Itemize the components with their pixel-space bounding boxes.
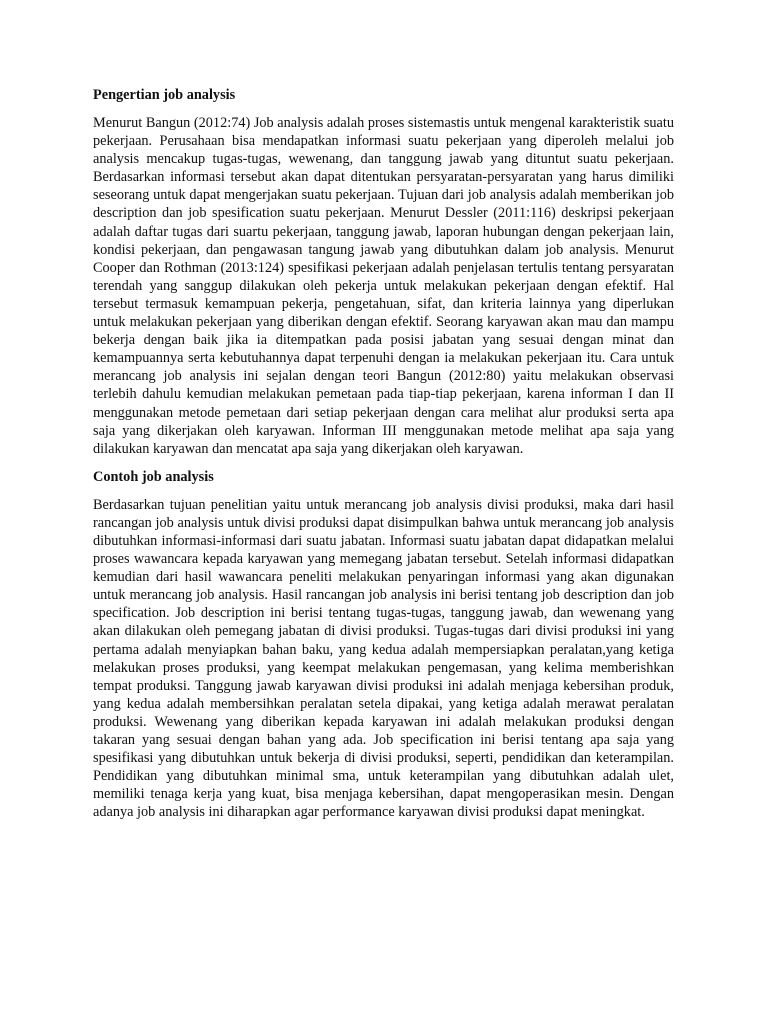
section-heading-pengertian: Pengertian job analysis (93, 87, 236, 103)
document-page (93, 86, 674, 831)
section-heading-contoh: Contoh job analysis (93, 468, 214, 485)
section-paragraph-pengertian: Menurut Bangun (2012:74) Job analysis adalah proses sistemastis untuk mengenal karakteristik suatu pekerjaan. Perusahaan bisa mendapatkan informasi suatu pekerjaan yang diperoleh melalui job analysis mencakup tugas-tugas, wewenang, dan tanggung jawab yang dituntut suatu pekerjaan. Berdasarkan informasi tersebut akan dapat ditentukan persyaratan-persyaratan yang harus dimiliki seseorang untuk dapat mengerjakan suatu pekerjaan. Tujuan dari job analysis adalah memberikan job description dan job spesification suatu pekerjaan. Menurut Dessler (2011:116) deskripsi pekerjaan adalah daftar tugas dari suartu pekerjaan, tanggung jawab, laporan hubungan dengan pekerjaan lain, kondisi pekerjaan, dan pengawasan tangung jawab yang dibutuhkan dalam job analysis. Menurut Cooper dan Rothman (2013:124) spesifikasi pekerjaan adalah penjelasan tertulis tentang persyaratan terendah yang sanggup dilakukan oleh pekerja untuk melakukan pekerjaan dengan efektif. Hal tersebut termasuk kemampuan pekerja, pengetahuan, sifat, dan kriteria lainnya yang diperlukan untuk melakukan pekerjaan yang diberikan dengan efektif. Seorang karyawan akan mau dan mampu bekerja dengan baik jika ia ditempatkan pada posisi jabatan yang sesuai dengan minat dan kemampuannya serta kebutuhannya dapat terpenuhi dengan ia melakukan pekerjaan itu. Cara untuk merancang job analysis ini sejalan dengan teori Bangun (2012:80) yaitu melakukan observasi terlebih dahulu kemudian melakukan pemetaan pada tiap-tiap pekerjaan, karena informan I dan II menggunakan metode pemetaan dari setiap pekerjaan dengan cara melihat alur produksi serta apa saja yang dikerjakan oleh karyawan. Informan III menggunakan metode melihat apa saja yang dilakukan karyawan dan mencatat apa saja yang dikerjakan oleh karyawan. (93, 115, 674, 457)
section-paragraph-contoh: Berdasarkan tujuan penelitian yaitu untuk merancang job analysis divisi produksi, maka dari hasil rancangan job analysis untuk divisi produksi dapat disimpulkan bahwa untuk merancang job analysis dibutuhkan informasi-informasi dari suatu jabatan. Informasi suatu jabatan dapat didapatkan melalui proses wawancara kepada karyawan yang memegang jabatan tersebut. Setelah informasi didapatkan kemudian dari hasil wawancara peneliti melakukan penyaringan informasi yang akan digunakan untuk merancang job analysis. Hasil rancangan job analysis ini berisi tentang job description dan job specification. Job description ini berisi tentang tugas-tugas, tanggung jawab, dan wewenang yang akan dilakukan oleh pemegang jabatan di divisi produksi. Tugas-tugas dari divisi produksi ini yang pertama adalah menyiapkan bahan baku, yang kedua adalah mempersiapkan peralatan,yang ketiga melakukan proses produksi, yang keempat melakukan pengemasan, yang kelima memberishkan tempat produksi. Tanggung jawab karyawan divisi produksi ini adalah menjaga kebersihan produk, yang kedua adalah membersihkan peralatan setela dipakai, yang ketiga adalah merawat peralatan produksi. Wewenang yang diberikan kepada karyawan ini adalah melakukan produksi dengan takaran yang sesuai dengan bahan yang ada. Job specification ini berisi tentang apa saja yang spesifikasi yang dibutuhkan untuk bekerja di divisi produksi, seperti, pendidikan dan keterampilan. Pendidikan yang dibutuhkan minimal sma, untuk keterampilan yang dibutuhkan adalah ulet, memiliki tenaga kerja yang kuat, bisa menjaga kebersihan, dapat mengoperasikan mesin. Dengan adanya job analysis ini diharapkan agar performance karyawan divisi produksi dapat meningkat. (93, 496, 674, 821)
